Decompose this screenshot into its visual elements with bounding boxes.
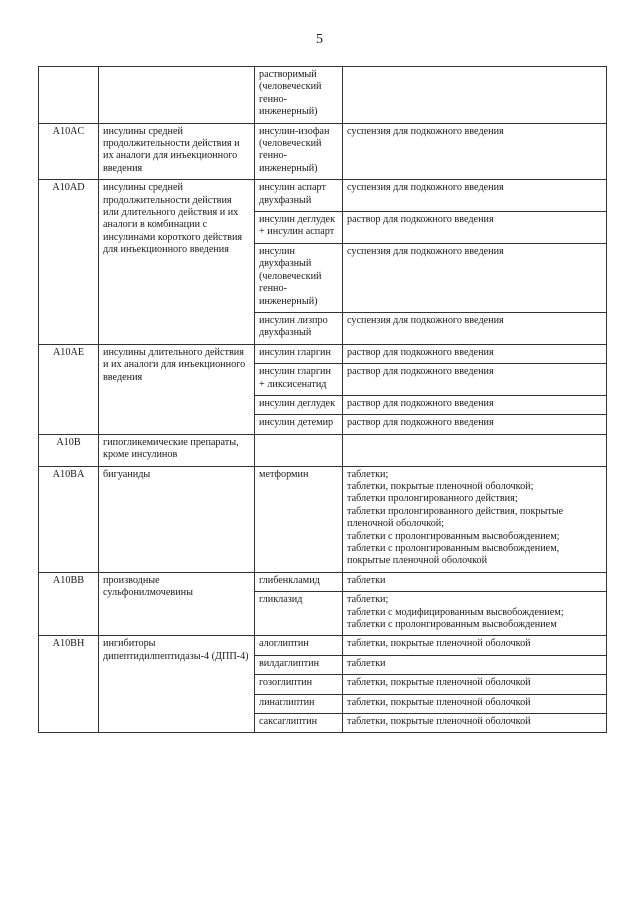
dosage-form: таблетки пролонгированного действия; <box>347 493 518 505</box>
atc-code: A10BH <box>39 636 99 733</box>
atc-code: A10BA <box>39 466 99 572</box>
dosage-forms <box>343 592 607 636</box>
dosage-form: раствор для подкожного введения <box>347 397 494 409</box>
dosage-forms <box>343 694 607 713</box>
atc-code: A10B <box>39 434 99 466</box>
dosage-forms <box>343 572 607 591</box>
dosage-forms <box>343 180 607 212</box>
dosage-forms <box>343 364 607 396</box>
table-row <box>39 466 607 572</box>
drug-name: алоглиптин <box>255 636 343 655</box>
dosage-forms <box>343 434 607 466</box>
drug-name: глибенкламид <box>255 572 343 591</box>
atc-code <box>39 67 99 124</box>
drug-name: растворимый (человеческий генно-инженерный) <box>255 67 343 124</box>
drug-name: инсулин аспарт двухфазный <box>255 180 343 212</box>
dosage-form: таблетки с пролонгированным высвобождением, покрытые пленочной оболочкой <box>347 543 560 567</box>
table-row <box>39 180 607 212</box>
drug-name: гозоглиптин <box>255 675 343 694</box>
dosage-form: таблетки с пролонгированным высвобождением <box>347 619 557 631</box>
drug-name: инсулин двухфазный (человеческий генно-инженерный) <box>255 243 343 312</box>
drug-name: саксаглиптин <box>255 714 343 733</box>
anatomical-therapeutic-group: бигуаниды <box>99 466 255 572</box>
table-row <box>39 344 607 363</box>
table-row <box>39 123 607 180</box>
atc-code: A10AC <box>39 123 99 180</box>
dosage-form: таблетки <box>347 574 386 586</box>
anatomical-therapeutic-group: производные сульфонилмочевины <box>99 572 255 636</box>
drug-name: линаглиптин <box>255 694 343 713</box>
dosage-form: таблетки; <box>347 594 389 606</box>
dosage-form: таблетки с пролонгированным высвобождением; <box>347 530 560 542</box>
dosage-forms <box>343 415 607 434</box>
drug-name: инсулин лизпро двухфазный <box>255 312 343 344</box>
atc-code: A10AD <box>39 180 99 344</box>
dosage-form: раствор для подкожного введения <box>347 366 494 378</box>
drug-name: инсулин гларгин <box>255 344 343 363</box>
table-row <box>39 636 607 655</box>
dosage-form: таблетки, покрытые пленочной оболочкой <box>347 716 531 728</box>
drug-name: инсулин-изофан (человеческий генно-инженерный) <box>255 123 343 180</box>
anatomical-therapeutic-group: инсулины средней продолжительности действия и их аналоги для инъекционного введения <box>99 123 255 180</box>
dosage-form: таблетки; <box>347 468 389 480</box>
table-row <box>39 67 607 124</box>
drug-name: инсулин гларгин + ликсисенатид <box>255 364 343 396</box>
anatomical-therapeutic-group: гипогликемические препараты, кроме инсулинов <box>99 434 255 466</box>
drug-name: гликлазид <box>255 592 343 636</box>
drug-name: инсулин детемир <box>255 415 343 434</box>
dosage-form: суспензия для подкожного введения <box>347 245 504 257</box>
dosage-forms <box>343 243 607 312</box>
anatomical-therapeutic-group: ингибиторы дипептидилпептидазы-4 (ДПП-4) <box>99 636 255 733</box>
dosage-form: раствор для подкожного введения <box>347 214 494 226</box>
dosage-forms <box>343 123 607 180</box>
dosage-form: таблетки с модифицированным высвобождением; <box>347 606 564 618</box>
dosage-forms <box>343 212 607 244</box>
dosage-forms <box>343 67 607 124</box>
anatomical-therapeutic-group <box>99 67 255 124</box>
page-number: 5 <box>316 32 323 47</box>
dosage-forms <box>343 636 607 655</box>
drug-name <box>255 434 343 466</box>
dosage-forms <box>343 675 607 694</box>
dosage-forms <box>343 466 607 572</box>
dosage-form: таблетки пролонгированного действия, покрытые пленочной оболочкой; <box>347 505 564 530</box>
anatomical-therapeutic-group: инсулины средней продолжительности действия или длительного действия и их аналоги в комбинации с инсулинами короткого действия для инъекционного введения <box>99 180 255 344</box>
dosage-form: суспензия для подкожного введения <box>347 125 504 137</box>
table-row <box>39 434 607 466</box>
dosage-form: суспензия для подкожного введения <box>347 182 504 194</box>
dosage-forms <box>343 714 607 733</box>
atc-code: A10AE <box>39 344 99 434</box>
dosage-forms <box>343 655 607 674</box>
dosage-form: таблетки, покрытые пленочной оболочкой <box>347 677 531 689</box>
table-row <box>39 572 607 591</box>
dosage-forms <box>343 395 607 414</box>
atc-code: A10BB <box>39 572 99 636</box>
dosage-form: раствор для подкожного введения <box>347 417 494 429</box>
dosage-forms <box>343 312 607 344</box>
dosage-form: таблетки, покрытые пленочной оболочкой; <box>347 480 534 492</box>
anatomical-therapeutic-group: инсулины длительного действия и их аналоги для инъекционного введения <box>99 344 255 434</box>
drug-table <box>38 66 607 733</box>
dosage-form: таблетки, покрытые пленочной оболочкой <box>347 638 531 650</box>
drug-name: инсулин деглудек + инсулин аспарт <box>255 212 343 244</box>
drug-name: метформин <box>255 466 343 572</box>
dosage-form: раствор для подкожного введения <box>347 346 494 358</box>
dosage-form: таблетки <box>347 657 386 669</box>
dosage-forms <box>343 344 607 363</box>
drug-name: вилдаглиптин <box>255 655 343 674</box>
dosage-form: таблетки, покрытые пленочной оболочкой <box>347 696 531 708</box>
dosage-form: суспензия для подкожного введения <box>347 314 504 326</box>
drug-name: инсулин деглудек <box>255 395 343 414</box>
